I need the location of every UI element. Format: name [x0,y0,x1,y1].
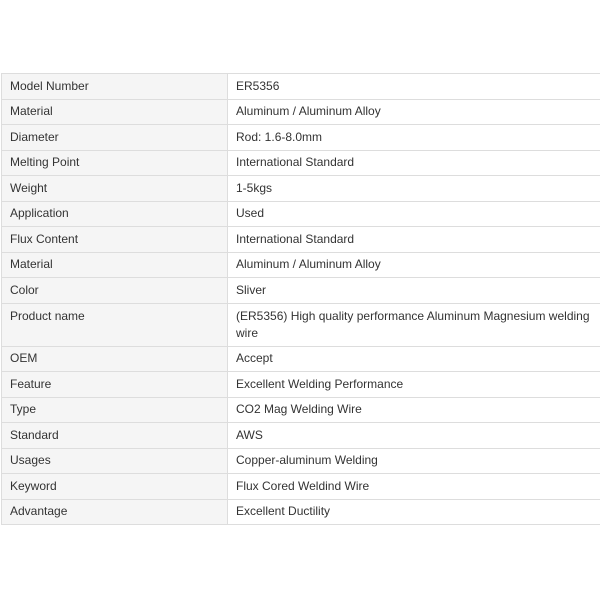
spec-label: Melting Point [2,150,228,176]
spec-label: Flux Content [2,227,228,253]
table-row-feature [2,372,600,398]
spec-label: Keyword [2,474,228,500]
table-row-diameter [2,125,600,151]
spec-label: Standard [2,423,228,449]
table-row-model-number [2,74,600,100]
table-row-standard [2,423,600,449]
spec-label: Diameter [2,125,228,151]
spec-value: Excellent Welding Performance [228,372,600,398]
table-row-keyword [2,474,600,500]
specification-table [1,73,600,525]
spec-label: Product name [2,303,228,346]
spec-label: Usages [2,448,228,474]
table-row-application [2,201,600,227]
spec-label: Material [2,99,228,125]
spec-value: Aluminum / Aluminum Alloy [228,99,600,125]
spec-value: International Standard [228,227,600,253]
table-row-oem [2,346,600,372]
spec-value: Flux Cored Weldind Wire [228,474,600,500]
spec-value: International Standard [228,150,600,176]
spec-label: Color [2,278,228,304]
table-row-material [2,99,600,125]
spec-value: Aluminum / Aluminum Alloy [228,252,600,278]
table-row-color [2,278,600,304]
spec-value: ER5356 [228,74,600,100]
spec-value: Rod: 1.6-8.0mm [228,125,600,151]
spec-label: Feature [2,372,228,398]
table-row-melting-point [2,150,600,176]
table-row-usages [2,448,600,474]
spec-value: Sliver [228,278,600,304]
table-row-type [2,397,600,423]
spec-label: OEM [2,346,228,372]
spec-value: (ER5356) High quality performance Aluminum Magnesium welding wire [228,303,600,346]
spec-value: AWS [228,423,600,449]
table-row-material-2 [2,252,600,278]
table-row-advantage [2,499,600,525]
spec-value: Excellent Ductility [228,499,600,525]
spec-value: CO2 Mag Welding Wire [228,397,600,423]
spec-label: Advantage [2,499,228,525]
spec-label: Model Number [2,74,228,100]
table-row-product-name [2,303,600,346]
spec-value: Accept [228,346,600,372]
spec-label: Type [2,397,228,423]
spec-value: Used [228,201,600,227]
table-row-weight [2,176,600,202]
spec-label: Application [2,201,228,227]
spec-label: Weight [2,176,228,202]
spec-value: Copper-aluminum Welding [228,448,600,474]
spec-label: Material [2,252,228,278]
table-row-flux-content [2,227,600,253]
spec-value: 1-5kgs [228,176,600,202]
